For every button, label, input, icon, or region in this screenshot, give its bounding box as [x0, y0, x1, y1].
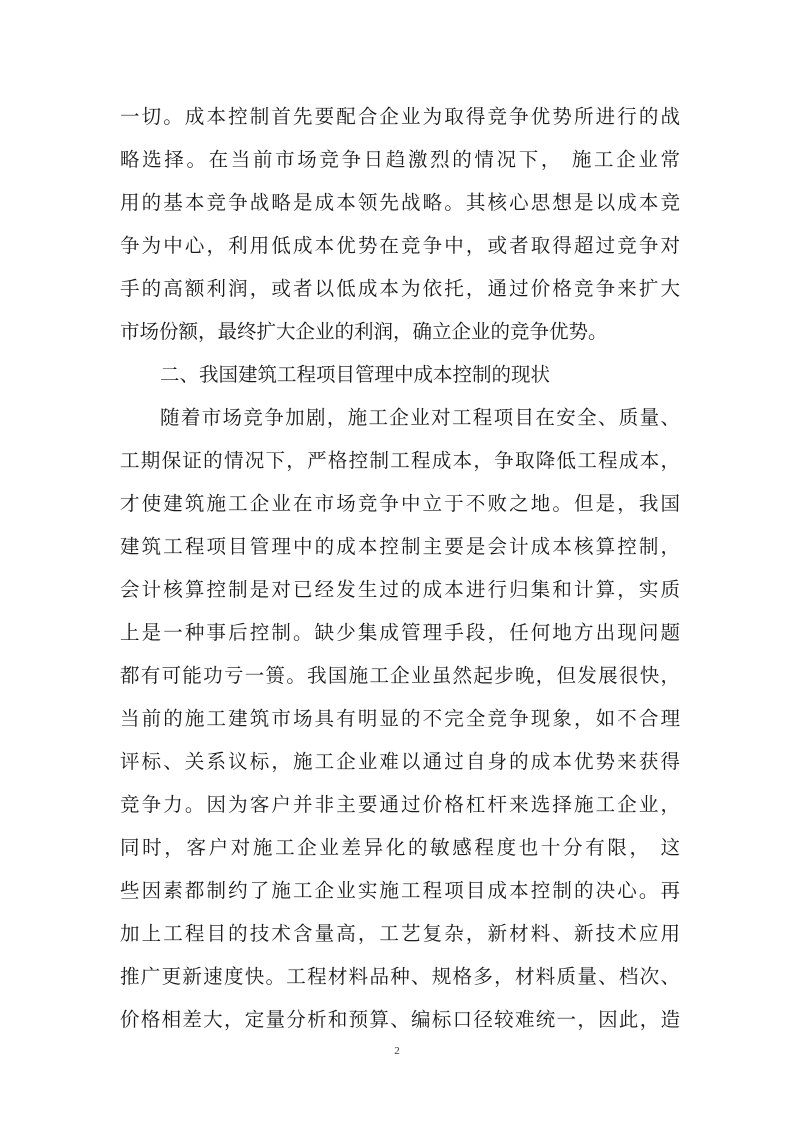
paragraph-line: 当前的施工建筑市场具有明显的不完全竞争现象，如不合理	[120, 707, 680, 730]
paragraph-line: 建筑工程项目管理中的成本控制主要是会计成本核算控制，	[120, 535, 680, 558]
paragraph-line: 市场份额，最终扩大企业的利润，确立企业的竞争优势。	[120, 320, 608, 343]
paragraph-line: 上是一种事后控制。缺少集成管理手段，任何地方出现问题	[120, 621, 680, 644]
paragraph-line: 才使建筑施工企业在市场竞争中立于不败之地。但是，我国	[120, 492, 680, 515]
paragraph-line: 都有可能功亏一篑。我国施工企业虽然起步晚，但发展很快，	[120, 664, 680, 687]
paragraph-line: 推广更新速度快。工程材料品种、规格多，材料质量、档次、	[120, 965, 680, 988]
page-number: 2	[394, 1045, 400, 1057]
paragraph-line: 评标、关系议标，施工企业难以通过自身的成本优势来获得	[120, 750, 680, 773]
paragraph-line: 随着市场竞争加剧，施工企业对工程项目在安全、质量、	[160, 406, 680, 429]
paragraph-line: 价格相差大，定量分析和预算、编标口径较难统一，因此，造	[120, 1008, 680, 1031]
paragraph-line: 些因素都制约了施工企业实施工程项目成本控制的决心。再	[120, 879, 680, 902]
paragraph-line: 手的高额利润，或者以低成本为依托，通过价格竞争来扩大	[120, 277, 680, 300]
paragraph-line: 一切。成本控制首先要配合企业为取得竞争优势所进行的战	[120, 105, 680, 128]
paragraph-line: 加上工程目的技术含量高，工艺复杂，新材料、新技术应用	[120, 922, 680, 945]
paragraph-line: 工期保证的情况下，严格控制工程成本，争取降低工程成本，	[120, 449, 680, 472]
paragraph-line: 竞争力。因为客户并非主要通过价格杠杆来选择施工企业，	[120, 793, 680, 816]
section-heading: 二、我国建筑工程项目管理中成本控制的现状	[160, 363, 551, 386]
paragraph-line: 同时，客户对施工企业差异化的敏感程度也十分有限， 这	[120, 836, 680, 859]
paragraph-line: 会计核算控制是对已经发生过的成本进行归集和计算，实质	[120, 578, 680, 601]
paragraph-line: 用的基本竞争战略是成本领先战略。其核心思想是以成本竞	[120, 191, 680, 214]
paragraph-line: 争为中心，利用低成本优势在竞争中，或者取得超过竞争对	[120, 234, 680, 257]
paragraph-line: 略选择。在当前市场竞争日趋激烈的情况下， 施工企业常	[120, 148, 680, 171]
